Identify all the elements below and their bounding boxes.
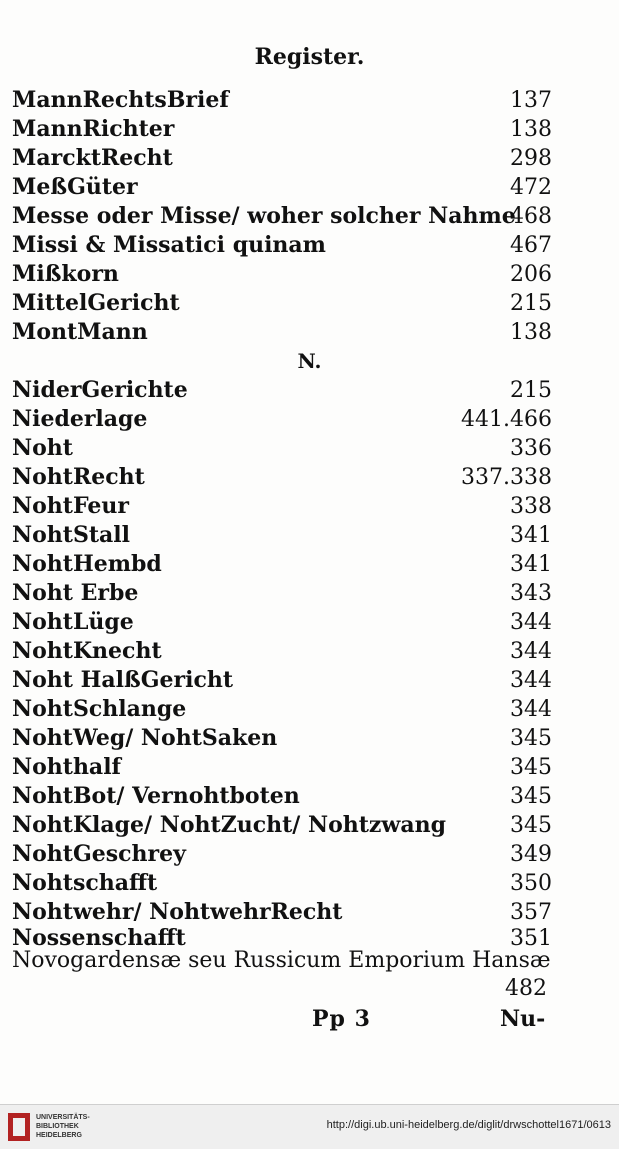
entry-page: 345 xyxy=(510,784,552,809)
index-entry xyxy=(12,753,552,782)
index-entry xyxy=(12,946,552,975)
entry-page: 345 xyxy=(510,726,552,751)
entry-page: 357 xyxy=(510,900,552,925)
index-entry xyxy=(12,173,552,202)
entry-term: NiderGerichte xyxy=(12,377,188,403)
entry-page: 336 xyxy=(510,436,552,461)
entry-term: Novogardensæ seu Russicum Emporium Hansæ xyxy=(12,948,551,973)
entry-page: 345 xyxy=(510,755,552,780)
entry-page: 341 xyxy=(510,523,552,548)
entry-page: 137 xyxy=(510,88,552,113)
index-entry xyxy=(12,115,552,144)
library-logo-icon xyxy=(8,1113,30,1141)
index-entry xyxy=(12,144,552,173)
entry-page: 341 xyxy=(510,552,552,577)
entry-term: MarcktRecht xyxy=(12,145,173,171)
continued-page-number: 482 xyxy=(505,976,547,1001)
entry-page: 215 xyxy=(510,291,552,316)
entry-page: 345 xyxy=(510,813,552,838)
viewer-footer xyxy=(0,1104,619,1149)
entry-page: 350 xyxy=(510,871,552,896)
page-title: Register. xyxy=(254,44,365,70)
entry-page: 344 xyxy=(510,610,552,635)
entry-page: 441.466 xyxy=(461,407,552,432)
entry-term: Noht Erbe xyxy=(12,580,139,606)
entry-term: NohtWeg/ NohtSaken xyxy=(12,725,278,751)
index-entry xyxy=(12,376,552,405)
entry-page: 206 xyxy=(510,262,552,287)
entry-term: NohtRecht xyxy=(12,464,145,490)
index-entry xyxy=(12,695,552,724)
entry-term: NohtGeschrey xyxy=(12,841,186,867)
index-entry xyxy=(12,579,552,608)
entry-term: MannRichter xyxy=(12,116,175,142)
index-entry xyxy=(12,637,552,666)
index-entry xyxy=(12,782,552,811)
index-entry xyxy=(12,550,552,579)
entry-page: 343 xyxy=(510,581,552,606)
entry-term: Nohtschafft xyxy=(12,870,158,896)
entry-page: 338 xyxy=(510,494,552,519)
index-entry xyxy=(12,869,552,898)
signature-mark: Pp 3 xyxy=(312,1006,371,1032)
index-entry xyxy=(12,231,552,260)
entry-page: 337.338 xyxy=(461,465,552,490)
section-heading-n: N. xyxy=(297,349,322,373)
index-entry xyxy=(12,724,552,753)
entry-term: Nohtwehr/ NohtwehrRecht xyxy=(12,899,343,925)
entry-page: 467 xyxy=(510,233,552,258)
entry-page: 351 xyxy=(510,926,552,951)
entry-term: Mißkorn xyxy=(12,261,119,287)
entry-page: 344 xyxy=(510,668,552,693)
entry-term: NohtBot/ Vernohtboten xyxy=(12,783,300,809)
entry-term: MontMann xyxy=(12,319,148,345)
entry-term: NohtHembd xyxy=(12,551,162,577)
index-entry xyxy=(12,405,552,434)
library-logo-text: UNIVERSITÄTS- BIBLIOTHEK HEIDELBERG xyxy=(36,1114,90,1139)
entry-term: Noht HalßGericht xyxy=(12,667,233,693)
entry-term: Noht xyxy=(12,435,73,461)
entry-page: 344 xyxy=(510,697,552,722)
entry-page: 298 xyxy=(510,146,552,171)
entry-page: 344 xyxy=(510,639,552,664)
entry-term: NohtSchlange xyxy=(12,696,187,722)
index-entry xyxy=(12,260,552,289)
index-entry xyxy=(12,463,552,492)
index-entry xyxy=(12,318,552,347)
index-entry xyxy=(12,289,552,318)
entry-page: 472 xyxy=(510,175,552,200)
entry-term: NohtKnecht xyxy=(12,638,162,664)
entry-page: 215 xyxy=(510,378,552,403)
index-entry xyxy=(12,811,552,840)
index-entry xyxy=(12,202,552,231)
entry-page: 138 xyxy=(510,320,552,345)
catchword: Nu- xyxy=(500,1006,546,1032)
entry-term: Niederlage xyxy=(12,406,148,432)
index-entry xyxy=(12,840,552,869)
entry-page: 468 xyxy=(510,204,552,229)
index-entry xyxy=(12,666,552,695)
index-entry xyxy=(12,898,552,927)
entry-term: Missi & Missatici quinam xyxy=(12,232,326,258)
entry-page: 138 xyxy=(510,117,552,142)
entry-term: NohtFeur xyxy=(12,493,129,519)
entry-term: Nohthalf xyxy=(12,754,122,780)
entry-term: MannRechtsBrief xyxy=(12,87,229,113)
entry-term: NohtKlage/ NohtZucht/ Nohtzwang xyxy=(12,812,446,838)
entry-term: MeßGüter xyxy=(12,174,138,200)
index-entry xyxy=(12,86,552,115)
index-entry xyxy=(12,521,552,550)
index-entry xyxy=(12,434,552,463)
entry-term: NohtLüge xyxy=(12,609,134,635)
index-entry xyxy=(12,492,552,521)
entry-term: Messe oder Misse/ woher solcher Nahme xyxy=(12,203,516,229)
permalink-url[interactable]: http://digi.ub.uni-heidelberg.de/diglit/drwschottel1671/0613 xyxy=(326,1119,611,1131)
index-entry xyxy=(12,608,552,637)
entry-term: NohtStall xyxy=(12,522,130,548)
entry-page: 349 xyxy=(510,842,552,867)
entry-term: Nossenschafft xyxy=(12,925,186,951)
entry-term: MittelGericht xyxy=(12,290,180,316)
